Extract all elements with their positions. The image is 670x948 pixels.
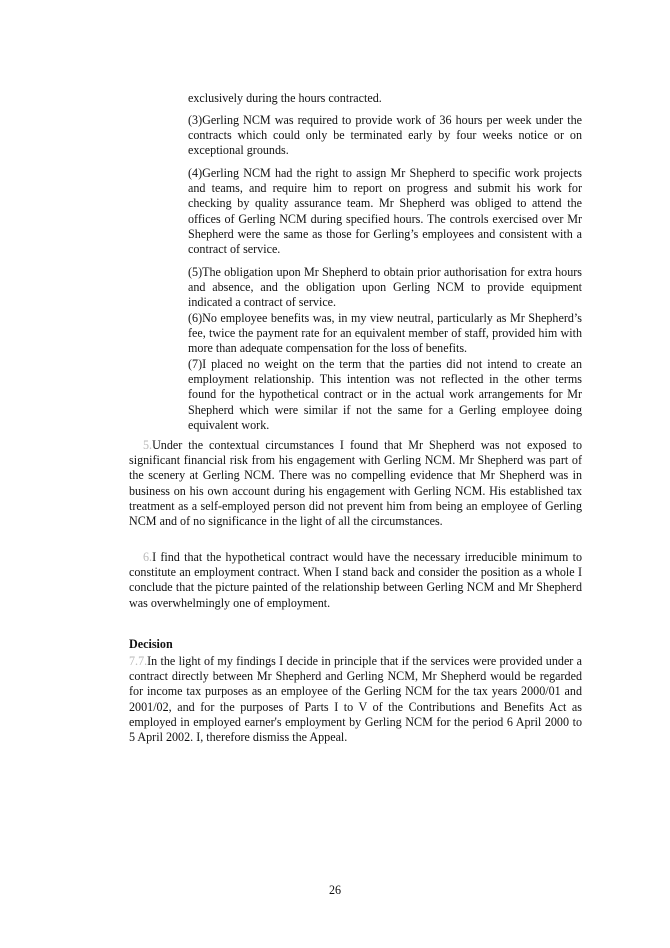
continuation-line: exclusively during the hours contracted. bbox=[188, 91, 382, 105]
paragraph-6-text: I find that the hypothetical contract would have the necessary irreducible minimum to constitute an employment contract. When I stand back and consider the position as a whole I conclude that the picture painted of the relationship between Gerling NCM and Mr Shepherd was overwhelmingly one of employment. bbox=[129, 550, 582, 610]
sub-paragraph-7: (7)I placed no weight on the term that the parties did not intend to create an employment relationship. This intention was not reflected in the other terms found for the hypothetical contract or in the actual work arrangements for Mr Shepherd which were similar if not the same for a Gerling employee doing equivalent work. bbox=[188, 357, 582, 432]
paragraph-6-number: 6. bbox=[143, 550, 153, 564]
sub-paragraph-3: (3)Gerling NCM was required to provide work of 36 hours per week under the contracts which could only be terminated early by four weeks notice or on exceptional grounds. bbox=[188, 113, 582, 158]
sub-paragraph-5: (5)The obligation upon Mr Shepherd to obtain prior authorisation for extra hours and absence, and the obligation upon Gerling NCM to provide equipment indicated a contract of service. bbox=[188, 265, 582, 310]
sub-paragraph-6: (6)No employee benefits was, in my view neutral, particularly as Mr Shepherd’s fee, twice the payment rate for an equivalent member of staff, provided him with more than adequate compensation for the loss of benefits. bbox=[188, 311, 582, 356]
paragraph-5 bbox=[129, 438, 582, 529]
paragraph-5-number: 5. bbox=[143, 438, 153, 452]
paragraph-6 bbox=[129, 550, 582, 611]
paragraph-7 bbox=[129, 654, 582, 745]
page-number: 26 bbox=[328, 883, 342, 897]
paragraph-5-text: Under the contextual circumstances I found that Mr Shepherd was not exposed to significant financial risk from his engagement with Gerling NCM. Mr Shepherd was part of the scenery at Gerling NCM. There was no compelling evidence that Mr Shepherd was in business on his own account during his engagement with Gerling NCM. His established tax treatment as a self-employed person did not prevent him from being an employee of Gerling NCM and of no significance in the light of all the circumstances. bbox=[129, 438, 582, 529]
decision-heading: Decision bbox=[129, 637, 173, 651]
paragraph-7-number: 7.7. bbox=[129, 654, 148, 668]
sub-paragraph-4: (4)Gerling NCM had the right to assign Mr Shepherd to specific work projects and teams, and require him to report on progress and submit his work for checking by quality assurance team. Mr Shepherd was obliged to attend the offices of Gerling NCM during specified hours. The controls exercised over Mr Shepherd were the same as those for Gerling’s employees and consistent with a contract of service. bbox=[188, 166, 582, 257]
paragraph-7-text: In the light of my findings I decide in principle that if the services were provided under a contract directly between Mr Shepherd and Gerling NCM, Mr Shepherd would be regarded for income tax purposes as an employee of the Gerling NCM for the tax years 2000/01 and 2001/02, and for the purposes of Parts I to V of the Contributions and Benefits Act as employed in employed earner's employment by Gerling NCM for the period 6 April 2000 to 5 April 2002. I, therefore dismiss the Appeal. bbox=[129, 654, 582, 745]
